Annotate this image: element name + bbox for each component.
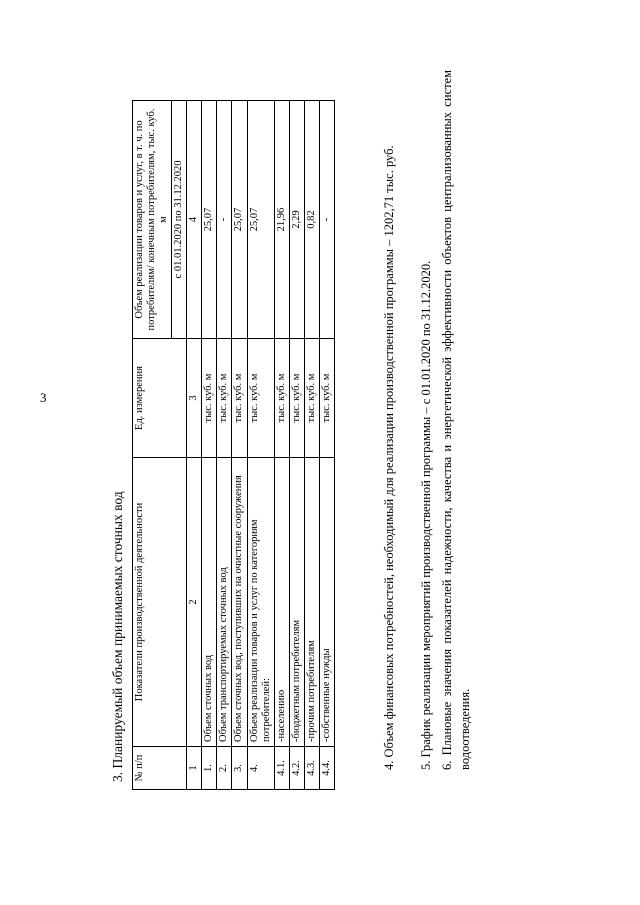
- row-indicator: Объем сточных вод: [202, 458, 217, 747]
- table-index-row: [187, 101, 202, 790]
- table-row: [289, 101, 304, 790]
- table-row: [232, 101, 247, 790]
- header-num: № п/п: [133, 747, 187, 790]
- row-indicator: -прочим потребителям: [304, 458, 319, 747]
- row-unit: тыс. куб. м: [304, 339, 319, 458]
- header-period: с 01.01.2020 по 31.12.2020: [172, 101, 187, 339]
- row-value: 0,82: [304, 101, 319, 339]
- row-indicator: -населению: [274, 458, 289, 747]
- section-title: 3. Планируемый объем принимаемых сточных вод: [110, 491, 125, 782]
- table-row: [274, 101, 289, 790]
- table-row: [304, 101, 319, 790]
- index-cell: 3: [187, 339, 202, 458]
- row-unit: тыс. куб. м: [274, 339, 289, 458]
- header-indicator: Показатели производственной деятельности: [133, 458, 187, 747]
- table-header-row: [133, 101, 172, 790]
- table-row: [319, 101, 334, 790]
- paragraph-schedule: 5. График реализации мероприятий производственной программы – с 01.01.2020 по 31.12.2020.: [419, 260, 433, 770]
- header-unit: Ед. измерения: [133, 339, 187, 458]
- wastewater-volume-table: [132, 100, 335, 790]
- row-value: 25,07: [232, 101, 247, 339]
- row-indicator: -бюджетным потребителям: [289, 458, 304, 747]
- row-value: -: [319, 101, 334, 339]
- row-num: 4.4.: [319, 747, 334, 790]
- row-value: 25,07: [247, 101, 274, 339]
- page-number: 3: [40, 390, 47, 405]
- header-value: Объем реализации товаров и услуг, в т. ч. по потребителям/ конечным потребителям, тыс. куб. м: [133, 101, 172, 339]
- table-row: [217, 101, 232, 790]
- row-num: 4.2.: [289, 747, 304, 790]
- index-cell: 1: [187, 747, 202, 790]
- table-row: [202, 101, 217, 790]
- row-unit: тыс. куб. м: [319, 339, 334, 458]
- row-value: 2,29: [289, 101, 304, 339]
- row-num: 3.: [232, 747, 247, 790]
- row-unit: тыс. куб. м: [247, 339, 274, 458]
- table-row: [247, 101, 274, 790]
- row-num: 2.: [217, 747, 232, 790]
- rotated-document-content: [110, 70, 630, 800]
- paragraph-financial-needs: 4. Объем финансовых потребностей, необходимый для реализации производственной программы – 1202,71 тыс. руб.: [382, 145, 396, 770]
- row-num: 4.1.: [274, 747, 289, 790]
- index-cell: 4: [187, 101, 202, 339]
- row-num: 4.: [247, 747, 274, 790]
- row-indicator: Объем транспортируемых сточных вод: [217, 458, 232, 747]
- row-unit: тыс. куб. м: [202, 339, 217, 458]
- row-indicator: Объем реализации товаров и услуг по категориям потребителей:: [247, 458, 274, 747]
- row-num: 4.3.: [304, 747, 319, 790]
- row-value: 25,07: [202, 101, 217, 339]
- index-cell: 2: [187, 458, 202, 747]
- row-value: 21,96: [274, 101, 289, 339]
- row-unit: тыс. куб. м: [289, 339, 304, 458]
- row-num: 1.: [202, 747, 217, 790]
- row-unit: тыс. куб. м: [232, 339, 247, 458]
- row-value: -: [217, 101, 232, 339]
- row-unit: тыс. куб. м: [217, 339, 232, 458]
- row-indicator: -собственные нужды: [319, 458, 334, 747]
- row-indicator: Объем сточных вод, поступивших на очистные сооружения: [232, 458, 247, 747]
- paragraph-planned-indicators: 6. Плановые значения показателей надежности, качества и энергетической эффективности объектов централизованных систем водоотведения.: [440, 70, 473, 770]
